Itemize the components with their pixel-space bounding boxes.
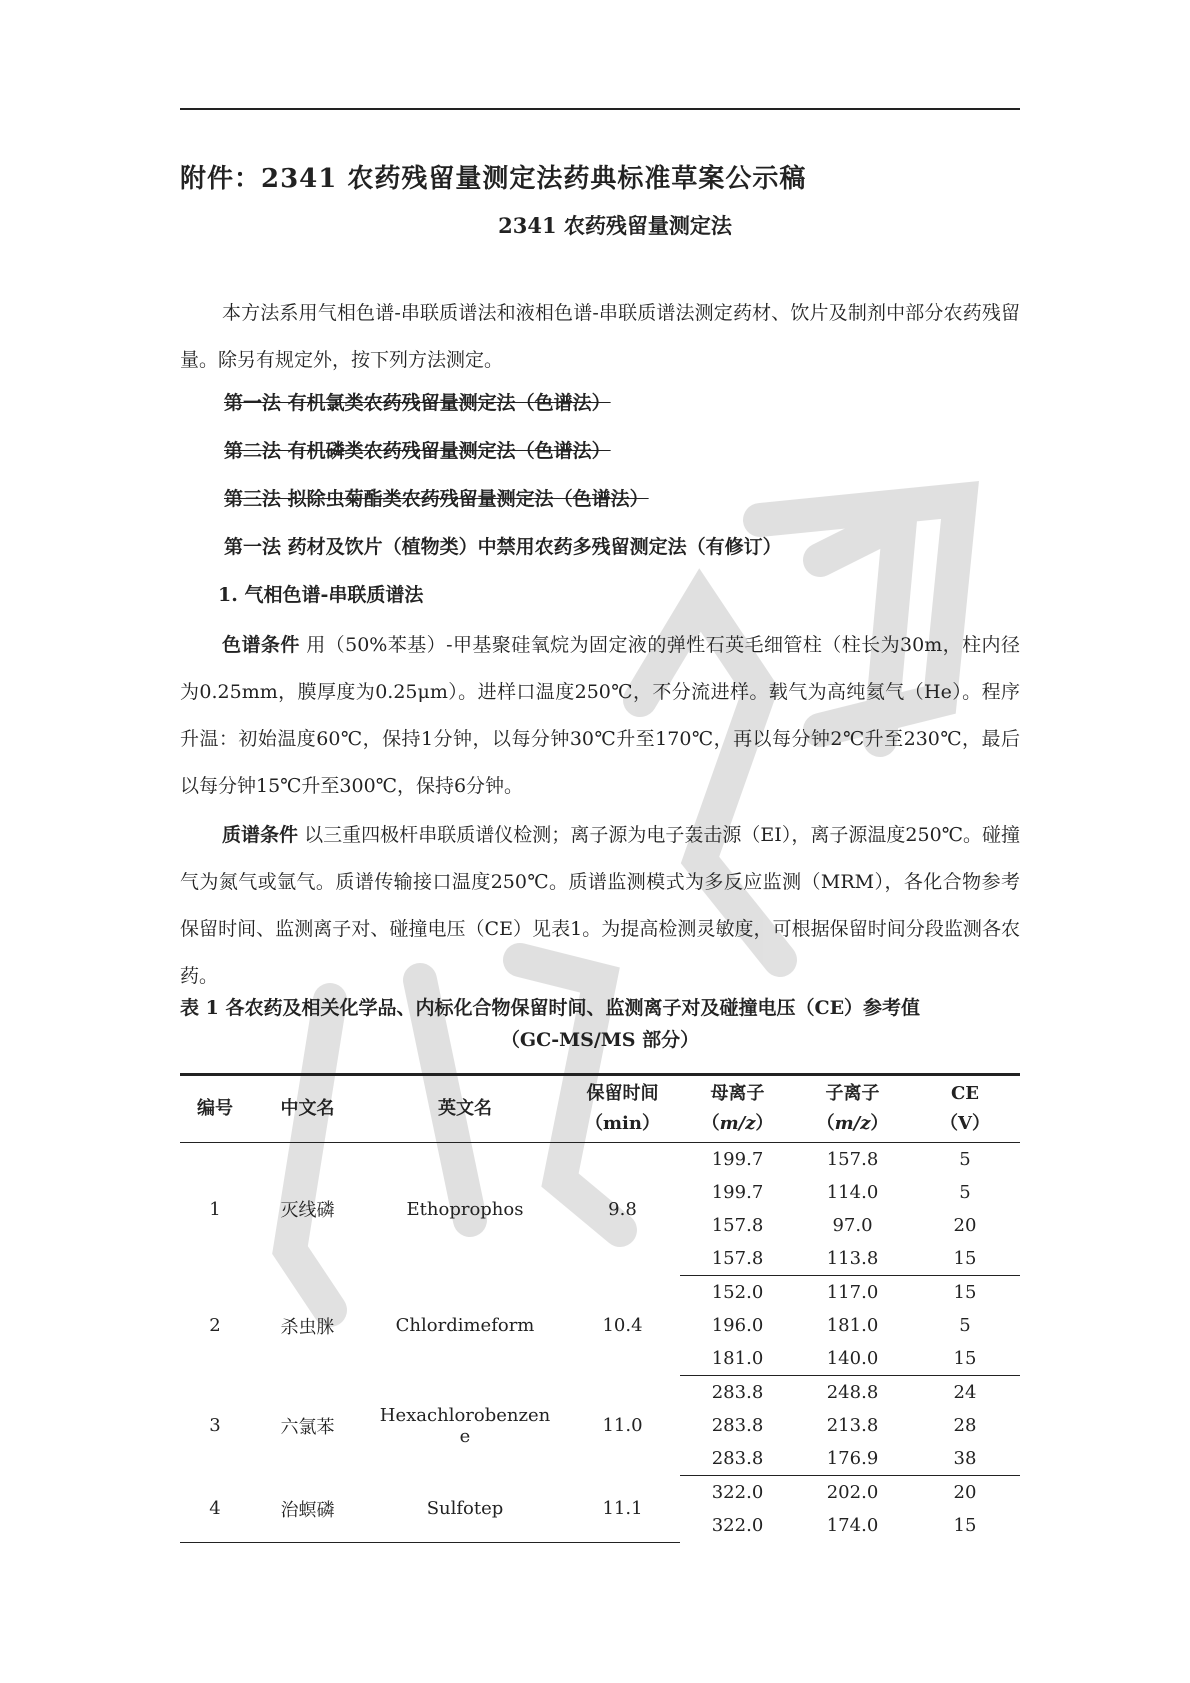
parent-ion: 199.7 (711, 1182, 764, 1203)
daughter-ion: 157.8 (826, 1149, 879, 1170)
struck-method-3: 第三法 拟除虫菊酯类农药残留量测定法（色谱法） (224, 488, 649, 510)
collision-energy: 5 (959, 1182, 971, 1203)
header-no: 编号 (180, 1075, 250, 1143)
compound-number: 1 (209, 1198, 221, 1220)
table-header-row (180, 1075, 1020, 1143)
daughter-ion: 97.0 (832, 1215, 873, 1236)
table-row (180, 1143, 1020, 1177)
collision-energy: 5 (959, 1149, 971, 1170)
collision-energy: 15 (953, 1515, 977, 1536)
header-rt: 保留时间 （min） (565, 1075, 680, 1143)
collision-energy: 5 (959, 1315, 971, 1336)
compound-cn-name: 杀虫脒 (280, 1316, 335, 1338)
table-caption (180, 992, 1020, 1056)
collision-energy: 28 (953, 1415, 977, 1436)
retention-time: 11.0 (602, 1415, 643, 1436)
retention-time: 10.4 (602, 1315, 643, 1336)
collision-energy: 38 (910, 1442, 1020, 1476)
parent-ion: 322.0 (711, 1482, 764, 1503)
method-1-title: 第一法 药材及饮片（植物类）中禁用农药多残留测定法（有修订） (224, 536, 782, 558)
daughter-ion: 114.0 (826, 1182, 879, 1203)
header-cn: 中文名 (250, 1075, 365, 1143)
parent-ion: 152.0 (711, 1282, 764, 1303)
struck-method-1: 第一法 有机氯类农药残留量测定法（色谱法） (224, 392, 611, 414)
compound-number: 2 (209, 1315, 221, 1336)
header-rule (180, 108, 1020, 110)
chromatography-text: 用（50%苯基）-甲基聚硅氧烷为固定液的弹性石英毛细管柱（柱长为30m，柱内径为0.25mm，膜厚度为0.25μm）。进样口温度250℃，不分流进样。载气为高纯氦气（He）。程序升温：初始温度60℃，保持1分钟，以每分钟30℃升至170℃，再以每分钟2℃升至230℃，最后以每分钟15℃升至300℃，保持6分钟。 (180, 634, 1020, 797)
collision-energy: 20 (953, 1482, 977, 1503)
chromatography-paragraph (180, 622, 1020, 810)
compound-number: 4 (180, 1476, 250, 1543)
collision-energy: 24 (953, 1382, 977, 1403)
daughter-ion: 117.0 (826, 1282, 879, 1303)
parent-ion: 283.8 (711, 1382, 764, 1403)
compound-cn-name: 灭线磷 (280, 1200, 335, 1222)
header-en: 英文名 (365, 1075, 565, 1143)
header-daughter-ion: 子离子 （m/z） (795, 1075, 910, 1143)
daughter-ion: 213.8 (826, 1415, 879, 1436)
struck-method-2: 第二法 有机磷类农药残留量测定法（色谱法） (224, 440, 611, 462)
collision-energy: 20 (953, 1215, 977, 1236)
daughter-ion: 202.0 (826, 1482, 879, 1503)
compound-number: 3 (209, 1415, 221, 1436)
intro-paragraph: 本方法系用气相色谱-串联质谱法和液相色谱-串联质谱法测定药材、饮片及制剂中部分农药残留量。除另有规定外，按下列方法测定。 (180, 302, 1020, 371)
parent-ion: 199.7 (711, 1149, 764, 1170)
table-caption-line-2: （GC-MS/MS 部分） (500, 1029, 700, 1051)
document-heading: 附件：2341 农药残留量测定法药典标准草案公示稿 (180, 164, 807, 194)
residue-table (180, 1073, 1020, 1543)
table-row (180, 1476, 1020, 1510)
daughter-ion: 174.0 (826, 1515, 879, 1536)
daughter-ion: 248.8 (826, 1382, 879, 1403)
document-subheading: 2341 农药残留量测定法 (498, 213, 732, 238)
table-caption-line-1: 表 1 各农药及相关化学品、内标化合物保留时间、监测离子对及碰撞电压（CE）参考值 (180, 997, 921, 1019)
retention-time: 9.8 (608, 1198, 637, 1220)
header-parent-ion: 母离子 （m/z） (680, 1075, 795, 1143)
ms-paragraph (180, 812, 1020, 1000)
retention-time: 11.1 (565, 1476, 680, 1543)
parent-ion: 157.8 (680, 1242, 795, 1276)
daughter-ion: 113.8 (795, 1242, 910, 1276)
compound-cn-name: 治螟磷 (250, 1476, 365, 1543)
ms-label: 质谱条件 (222, 824, 299, 846)
collision-energy: 15 (953, 1282, 977, 1303)
table-row (180, 1376, 1020, 1410)
compound-en-name: Sulfotep (365, 1476, 565, 1543)
compound-en-name: Hexachlorobenzen e (379, 1404, 551, 1447)
daughter-ion: 140.0 (795, 1342, 910, 1376)
ms-text: 以三重四极杆串联质谱仪检测；离子源为电子轰击源（EI），离子源温度250℃。碰撞气为氮气或氩气。质谱传输接口温度250℃。质谱监测模式为多反应监测（MRM），各化合物参考保留时间、监测离子对、碰撞电压（CE）见表1。为提高检测灵敏度，可根据保留时间分段监测各农药。 (180, 824, 1020, 987)
daughter-ion: 181.0 (826, 1315, 879, 1336)
section-1-title: 1. 气相色谱-串联质谱法 (218, 584, 424, 606)
parent-ion: 283.8 (711, 1415, 764, 1436)
parent-ion: 157.8 (711, 1215, 764, 1236)
table-row (180, 1276, 1020, 1310)
compound-cn-name: 六氯苯 (280, 1416, 335, 1438)
parent-ion: 322.0 (711, 1515, 764, 1536)
parent-ion: 196.0 (711, 1315, 764, 1336)
daughter-ion: 176.9 (795, 1442, 910, 1476)
parent-ion: 283.8 (680, 1442, 795, 1476)
header-ce: CE （V） (910, 1075, 1020, 1143)
collision-energy: 15 (910, 1342, 1020, 1376)
compound-en-name: Ethoprophos (406, 1198, 524, 1220)
parent-ion: 181.0 (680, 1342, 795, 1376)
chromatography-label: 色谱条件 (222, 634, 300, 656)
collision-energy: 15 (910, 1242, 1020, 1276)
compound-en-name: Chlordimeform (395, 1315, 535, 1336)
